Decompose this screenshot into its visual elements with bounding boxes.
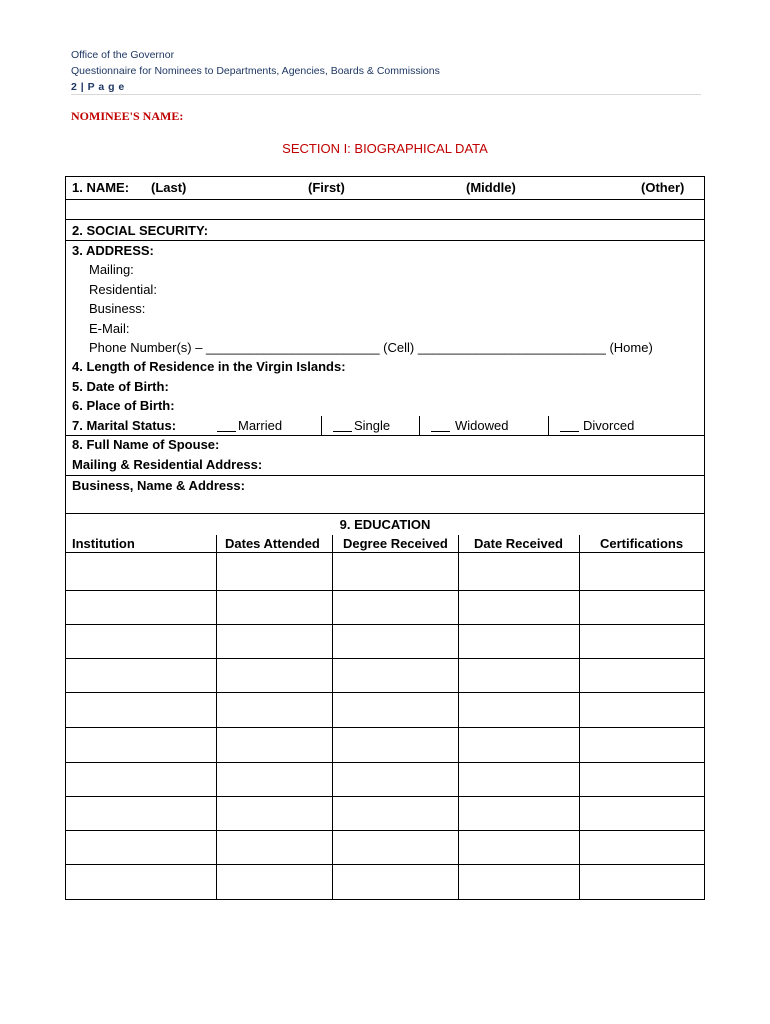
row-divider xyxy=(65,796,705,797)
row-divider xyxy=(65,513,705,514)
row-divider xyxy=(65,552,705,553)
name-label: 1. NAME: xyxy=(72,180,130,195)
cell-divider xyxy=(419,416,420,435)
single-option-label: Single xyxy=(354,418,391,433)
phone-numbers-line: Phone Number(s) – ________________________ (Cell) __________________________ (Home) xyxy=(89,340,653,355)
header-divider xyxy=(71,94,701,95)
name-first-label: (First) xyxy=(308,180,345,195)
name-middle-label: (Middle) xyxy=(466,180,516,195)
row-divider xyxy=(65,727,705,728)
place-of-birth-label: 6. Place of Birth: xyxy=(72,398,175,413)
row-divider xyxy=(65,830,705,831)
row-divider xyxy=(65,864,705,865)
education-title: 9. EDUCATION xyxy=(339,517,431,532)
married-checkbox[interactable] xyxy=(217,418,236,432)
address-label: 3. ADDRESS: xyxy=(72,243,154,258)
form-border-left xyxy=(65,176,66,900)
residence-length-label: 4. Length of Residence in the Virgin Islands: xyxy=(72,359,346,374)
spouse-business-label: Business, Name & Address: xyxy=(72,478,245,493)
form-border-top xyxy=(65,176,705,177)
widowed-checkbox[interactable] xyxy=(431,418,450,432)
header-page-number: 2 | P a g e xyxy=(71,81,125,93)
single-checkbox[interactable] xyxy=(333,418,352,432)
page-header xyxy=(71,47,701,95)
row-divider xyxy=(65,590,705,591)
header-questionnaire-title: Questionnaire for Nominees to Departments, Agencies, Boards & Commissions xyxy=(71,65,440,77)
divorced-option-label: Divorced xyxy=(583,418,635,433)
column-divider xyxy=(579,535,580,899)
married-option-label: Married xyxy=(238,418,283,433)
email-label: E-Mail: xyxy=(89,321,130,336)
spouse-name-label: 8. Full Name of Spouse: xyxy=(72,437,220,452)
section-title: SECTION I: BIOGRAPHICAL DATA xyxy=(282,141,488,156)
column-divider xyxy=(216,535,217,899)
name-other-label: (Other) xyxy=(641,180,685,195)
social-security-label: 2. SOCIAL SECURITY: xyxy=(72,223,209,238)
divorced-checkbox[interactable] xyxy=(560,418,579,432)
column-header-institution: Institution xyxy=(72,536,135,551)
biographical-form xyxy=(65,176,705,900)
marital-status-label: 7. Marital Status: xyxy=(72,418,177,433)
cell-divider xyxy=(321,416,322,435)
row-divider xyxy=(65,219,705,220)
row-divider xyxy=(65,435,705,436)
row-divider xyxy=(65,240,705,241)
spouse-address-label: Mailing & Residential Address: xyxy=(72,457,263,472)
cell-divider xyxy=(548,416,549,435)
column-header-certifications: Certifications xyxy=(600,536,684,551)
column-header-date-received: Date Received xyxy=(474,536,563,551)
column-header-dates-attended: Dates Attended xyxy=(225,536,320,551)
row-divider xyxy=(65,624,705,625)
row-divider xyxy=(65,475,705,476)
business-address-label: Business: xyxy=(89,301,146,316)
column-divider xyxy=(458,535,459,899)
mailing-address-label: Mailing: xyxy=(89,262,134,277)
row-divider xyxy=(65,199,705,200)
widowed-option-label: Widowed xyxy=(455,418,509,433)
date-of-birth-label: 5. Date of Birth: xyxy=(72,379,169,394)
residential-address-label: Residential: xyxy=(89,282,157,297)
name-last-label: (Last) xyxy=(151,180,187,195)
nominee-name-label: NOMINEE'S NAME: xyxy=(71,109,184,123)
header-office: Office of the Governor xyxy=(71,49,175,61)
form-border-bottom xyxy=(65,899,705,900)
column-divider xyxy=(332,535,333,899)
row-divider xyxy=(65,658,705,659)
form-border-right xyxy=(704,176,705,900)
column-header-degree-received: Degree Received xyxy=(343,536,448,551)
row-divider xyxy=(65,692,705,693)
row-divider xyxy=(65,762,705,763)
